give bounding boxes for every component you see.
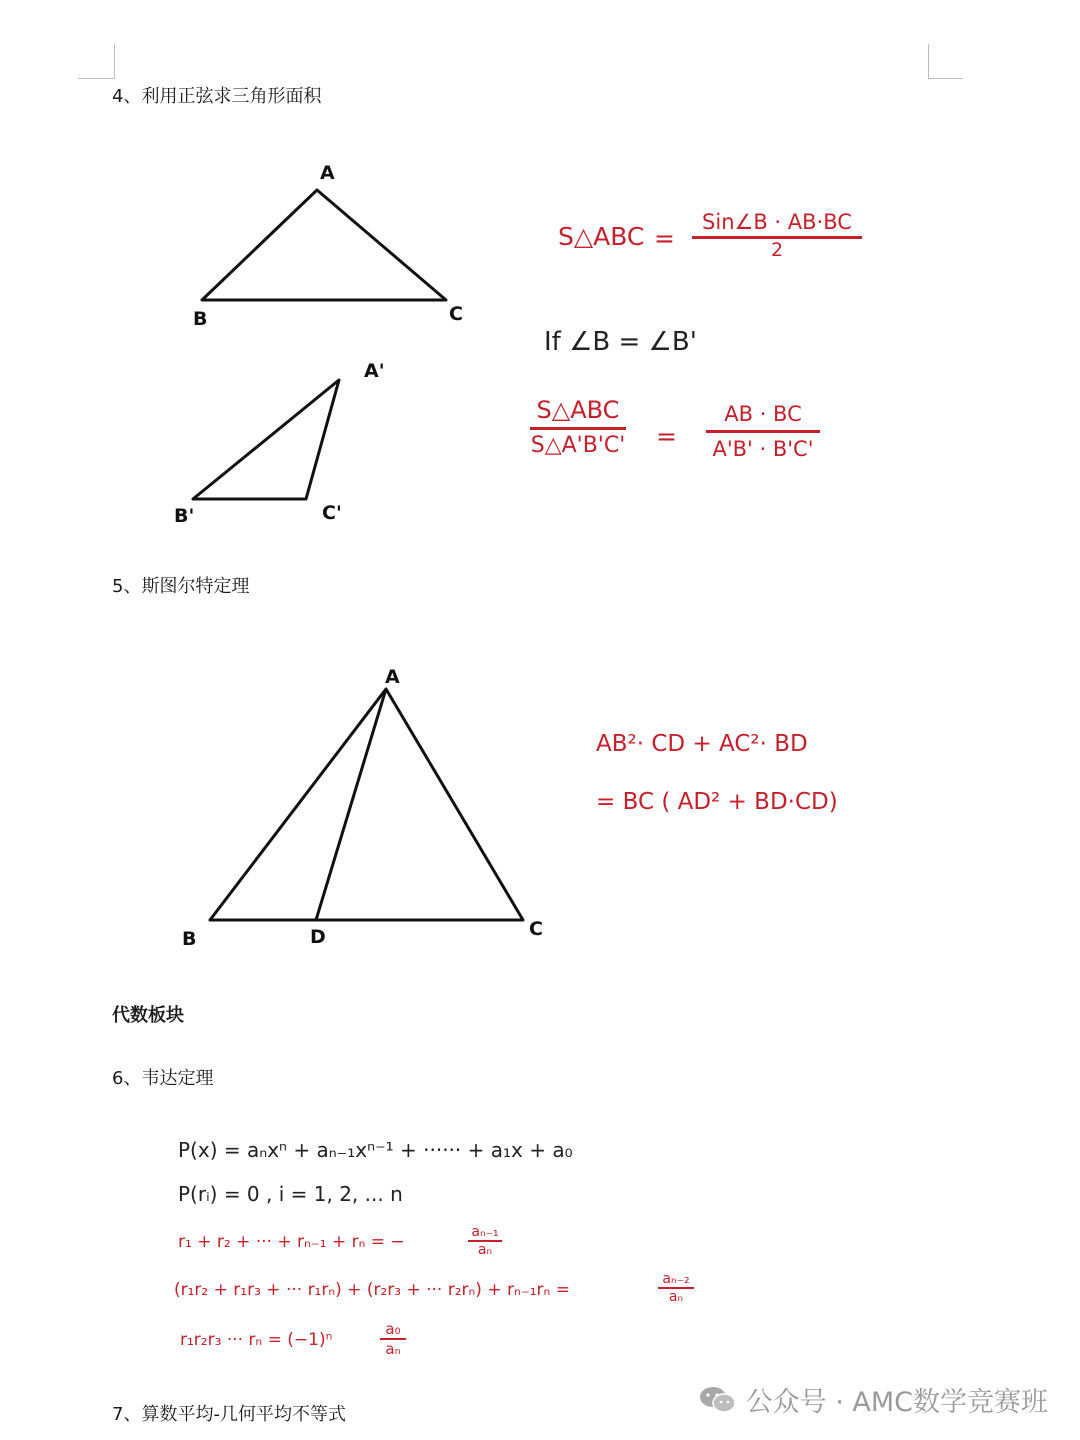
stewart-formula-line-1: AB²· CD + AC²· BD — [596, 731, 808, 757]
heading-algebra-section: 代数板块 — [112, 1005, 184, 1026]
vieta-pair-sum-denominator: aₙ — [668, 1289, 684, 1305]
vertex-label-b: B — [182, 928, 197, 950]
vertex-label-b-prime: B' — [174, 505, 195, 527]
vertex-label-a-prime: A' — [364, 360, 385, 382]
vieta-product-numerator: a₀ — [385, 1320, 401, 1338]
vieta-pair-sum-numerator: aₙ₋₂ — [662, 1271, 690, 1287]
vieta-product-denominator: aₙ — [385, 1340, 401, 1358]
ratio-right-fraction — [706, 402, 820, 461]
vertex-label-c-prime: C' — [322, 502, 342, 524]
watermark — [698, 1380, 1048, 1419]
ratio-right-numerator: AB · BC — [724, 402, 802, 426]
ratio-left-fraction — [530, 396, 626, 458]
vieta-sum-denominator: aₙ — [477, 1242, 493, 1258]
vieta-product-lhs: r₁r₂r₃ ··· rₙ = (−1)ⁿ — [180, 1330, 333, 1350]
vertex-label-b: B — [193, 308, 208, 330]
vieta-polynomial: P(x) = aₙxⁿ + aₙ₋₁xⁿ⁻¹ + ······ + a₁x + a₀ — [178, 1138, 573, 1162]
cevian-ad — [316, 689, 386, 920]
heading-sine-area: 4、利用正弦求三角形面积 — [112, 86, 322, 107]
wechat-icon — [698, 1385, 738, 1415]
fraction-bar — [706, 430, 820, 433]
watermark-text: 公众号 · AMC数学竞赛班 — [745, 1387, 1048, 1418]
heading-am-gm: 7、算数平均-几何平均不等式 — [112, 1404, 346, 1425]
triangle-abc — [202, 190, 446, 300]
vertex-label-a: A — [385, 666, 400, 688]
triangle-abc-prime — [193, 380, 339, 499]
area-formula-lhs: S△ABC — [558, 222, 645, 251]
vertex-label-c: C — [529, 918, 543, 940]
vertex-label-d: D — [310, 926, 326, 948]
vieta-pair-sum-fraction — [658, 1271, 694, 1305]
condition-text: If ∠B = ∠B' — [544, 327, 697, 357]
vertex-label-a: A — [320, 162, 335, 184]
ratio-left-numerator: S△ABC — [536, 396, 620, 424]
ratio-right-denominator: A'B' · B'C' — [712, 437, 814, 461]
heading-vieta: 6、韦达定理 — [112, 1068, 214, 1089]
vieta-product-fraction — [380, 1320, 406, 1358]
area-formula-numerator: Sin∠B · AB·BC — [702, 210, 852, 234]
vieta-sum-fraction — [468, 1224, 502, 1258]
triangle-stewart — [210, 689, 523, 920]
vieta-roots: P(rᵢ) = 0 , i = 1, 2, ... n — [178, 1182, 403, 1206]
vieta-sum-lhs: r₁ + r₂ + ··· + rₙ₋₁ + rₙ = − — [178, 1232, 405, 1252]
stewart-formula-line-2: = BC ( AD² + BD·CD) — [596, 789, 838, 815]
vieta-pair-sum-lhs: (r₁r₂ + r₁r₃ + ··· r₁rₙ) + (r₂r₃ + ··· r₂rₙ) + rₙ₋₁rₙ = — [174, 1280, 570, 1300]
area-formula-fraction — [692, 210, 862, 261]
heading-stewart: 5、斯图尔特定理 — [112, 576, 250, 597]
vieta-sum-numerator: aₙ₋₁ — [471, 1224, 499, 1240]
vertex-label-c: C — [449, 303, 463, 325]
fraction-bar — [530, 427, 626, 430]
equals-sign: = — [654, 224, 675, 253]
ratio-left-denominator: S△A'B'C' — [530, 433, 626, 458]
equals-sign: = — [656, 422, 677, 451]
area-formula-denominator: 2 — [770, 239, 784, 261]
